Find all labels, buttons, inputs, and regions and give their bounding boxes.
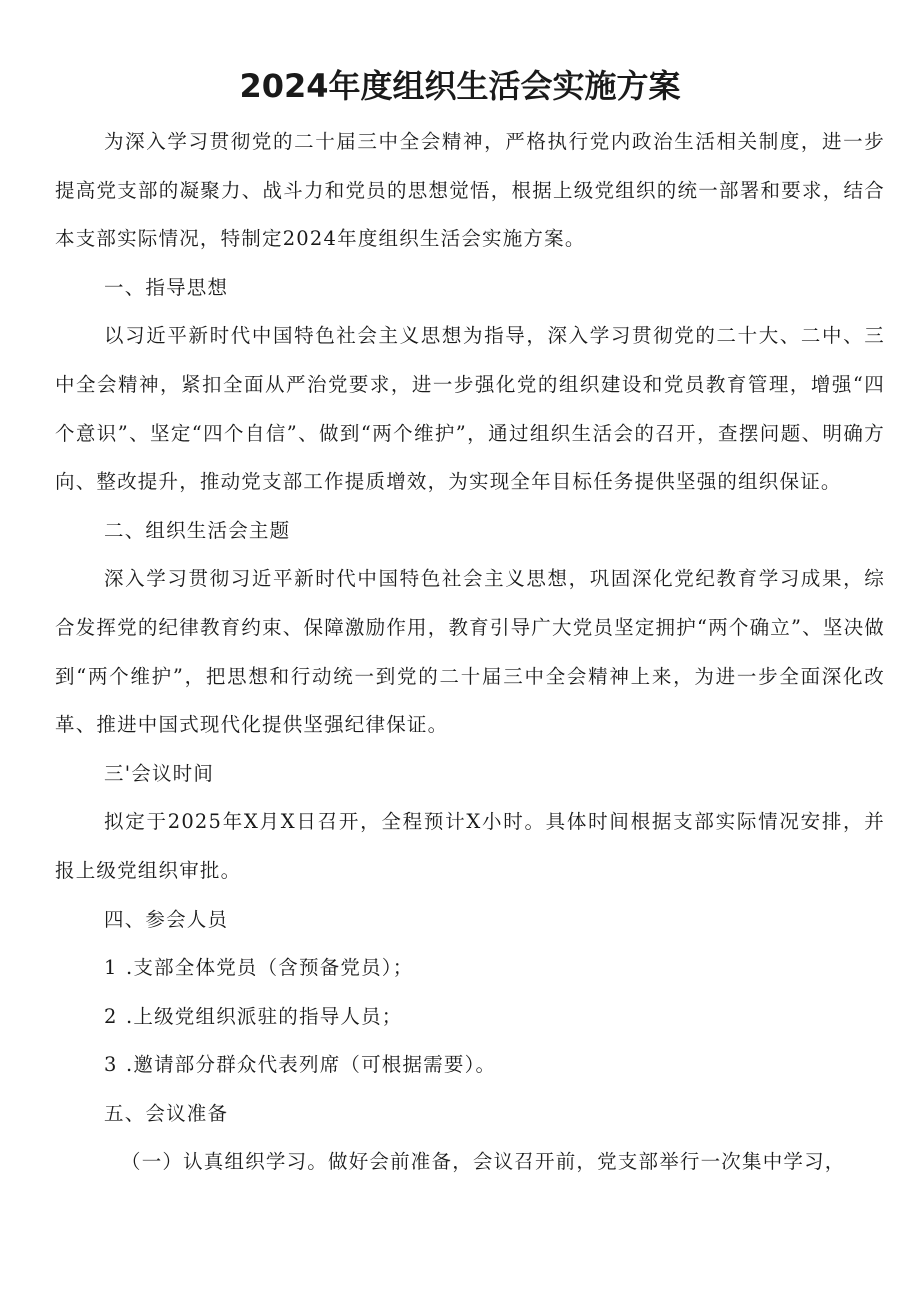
list-number: 1 — [104, 956, 118, 980]
list-text: .支部全体党员（含预备党员）； — [126, 956, 414, 980]
list-number: 2 — [104, 1004, 118, 1028]
list-number: 3 — [104, 1053, 118, 1077]
attendee-list-item — [55, 1041, 885, 1090]
section-heading-theme: 二、组织生活会主题 — [104, 518, 291, 542]
section-body-theme: 深入学习贯彻习近平新时代中国特色社会主义思想，巩固深化党纪教育学习成果，综合发挥党的纪律教育约束、保障激励作用，教育引导广大党员坚定拥护“两个确立”、坚决做到“两个维护”，把思想和行动统一到党的二十届三中全会精神上来，为进一步全面深化改革、推进中国式现代化提供坚强纪律保证。 — [55, 567, 885, 737]
list-text: .邀请部分群众代表列席（可根据需要）。 — [126, 1053, 497, 1077]
section-heading-attendees: 四、参会人员 — [104, 907, 229, 931]
document-title: 2024年度组织生活会实施方案 — [239, 67, 681, 105]
attendee-list-item — [55, 944, 885, 993]
document-body — [55, 118, 885, 1187]
intro-paragraph: 为深入学习贯彻党的二十届三中全会精神，严格执行党内政治生活相关制度，进一步提高党支部的凝聚力、战斗力和党员的思想觉悟，根据上级党组织的统一部署和要求，结合本支部实际情况，特制定2024年度组织生活会实施方案。 — [55, 130, 885, 251]
section-body-guiding-thought: 以习近平新时代中国特色社会主义思想为指导，深入学习贯彻党的二十大、二中、三中全会精神，紧扣全面从严治党要求，进一步强化党的组织建设和党员教育管理，增强“四个意识”、坚定“四个自信”、做到“两个维护”，通过组织生活会的召开，查摆问题、明确方向、整改提升，推动党支部工作提质增效，为实现全年目标任务提供坚强的组织保证。 — [55, 324, 885, 494]
list-text: .上级党组织派驻的指导人员； — [126, 1004, 403, 1028]
attendee-list-item — [55, 993, 885, 1042]
subsection-study: （一）认真组织学习。做好会前准备，会议召开前，党支部举行一次集中学习， — [121, 1150, 846, 1174]
section-heading-preparation: 五、会议准备 — [104, 1101, 229, 1125]
section-heading-meeting-time: 三'会议时间 — [104, 761, 215, 785]
section-heading-guiding-thought: 一、指导思想 — [104, 275, 229, 299]
section-body-meeting-time: 拟定于2025年X月X日召开，全程预计X小时。具体时间根据支部实际情况安排，并报上级党组织审批。 — [55, 810, 885, 882]
